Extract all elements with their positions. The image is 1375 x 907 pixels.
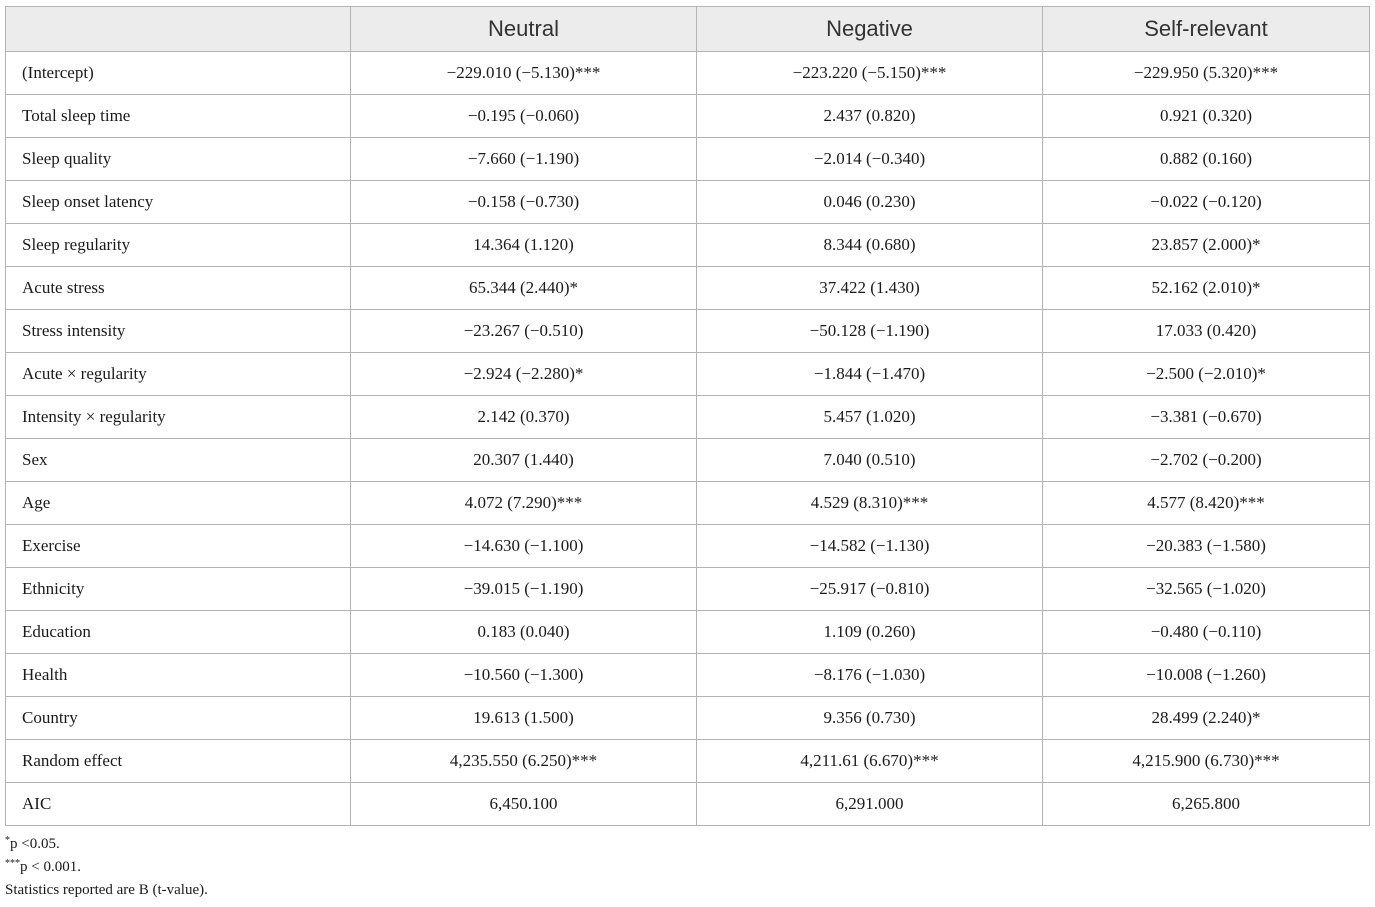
value-cell: 4,211.61 (6.670)*** xyxy=(697,740,1043,783)
value-cell: 52.162 (2.010)* xyxy=(1043,267,1370,310)
table-row xyxy=(6,138,1370,181)
value-cell: −2.702 (−0.200) xyxy=(1043,439,1370,482)
value-cell: 4,215.900 (6.730)*** xyxy=(1043,740,1370,783)
row-label-cell: Acute × regularity xyxy=(6,353,351,396)
footnote-statistics: Statistics reported are B (t-value). xyxy=(5,882,208,898)
value-cell: 6,450.100 xyxy=(351,783,697,826)
value-cell: −2.014 (−0.340) xyxy=(697,138,1043,181)
row-label-cell: Age xyxy=(6,482,351,525)
value-cell: −14.582 (−1.130) xyxy=(697,525,1043,568)
value-cell: 5.457 (1.020) xyxy=(697,396,1043,439)
regression-results-table xyxy=(5,6,1370,826)
value-cell: −10.560 (−1.300) xyxy=(351,654,697,697)
table-row xyxy=(6,181,1370,224)
table-row xyxy=(6,568,1370,611)
value-cell: 4,235.550 (6.250)*** xyxy=(351,740,697,783)
value-cell: 7.040 (0.510) xyxy=(697,439,1043,482)
row-label-cell: Sleep quality xyxy=(6,138,351,181)
value-cell: 6,291.000 xyxy=(697,783,1043,826)
row-label-cell: Health xyxy=(6,654,351,697)
value-cell: 0.921 (0.320) xyxy=(1043,95,1370,138)
header-cell-neutral: Neutral xyxy=(351,7,697,52)
table-footnotes xyxy=(5,833,208,902)
row-label-cell: Stress intensity xyxy=(6,310,351,353)
value-cell: −25.917 (−0.810) xyxy=(697,568,1043,611)
results-table-container xyxy=(5,6,1369,826)
header-cell-negative: Negative xyxy=(697,7,1043,52)
value-cell: −50.128 (−1.190) xyxy=(697,310,1043,353)
value-cell: −3.381 (−0.670) xyxy=(1043,396,1370,439)
row-label-cell: Sex xyxy=(6,439,351,482)
value-cell: 28.499 (2.240)* xyxy=(1043,697,1370,740)
header-row xyxy=(6,7,1370,52)
value-cell: 4.529 (8.310)*** xyxy=(697,482,1043,525)
row-label-cell: Ethnicity xyxy=(6,568,351,611)
value-cell: −229.950 (5.320)*** xyxy=(1043,52,1370,95)
header-cell-self-relevant: Self-relevant xyxy=(1043,7,1370,52)
row-label-cell: Random effect xyxy=(6,740,351,783)
value-cell: −0.158 (−0.730) xyxy=(351,181,697,224)
value-cell: −2.500 (−2.010)* xyxy=(1043,353,1370,396)
row-label-cell: Education xyxy=(6,611,351,654)
value-cell: 8.344 (0.680) xyxy=(697,224,1043,267)
header-cell-label xyxy=(6,7,351,52)
row-label-cell: Country xyxy=(6,697,351,740)
row-label-cell: (Intercept) xyxy=(6,52,351,95)
table-row xyxy=(6,611,1370,654)
value-cell: 1.109 (0.260) xyxy=(697,611,1043,654)
row-label-cell: Total sleep time xyxy=(6,95,351,138)
value-cell: −223.220 (−5.150)*** xyxy=(697,52,1043,95)
table-row xyxy=(6,396,1370,439)
value-cell: 9.356 (0.730) xyxy=(697,697,1043,740)
footnote-significance-05: *p <0.05. xyxy=(5,835,60,852)
value-cell: −39.015 (−1.190) xyxy=(351,568,697,611)
value-cell: −229.010 (−5.130)*** xyxy=(351,52,697,95)
value-cell: −2.924 (−2.280)* xyxy=(351,353,697,396)
value-cell: 65.344 (2.440)* xyxy=(351,267,697,310)
table-row xyxy=(6,52,1370,95)
value-cell: −8.176 (−1.030) xyxy=(697,654,1043,697)
table-row xyxy=(6,783,1370,826)
value-cell: 4.072 (7.290)*** xyxy=(351,482,697,525)
value-cell: 17.033 (0.420) xyxy=(1043,310,1370,353)
table-row xyxy=(6,353,1370,396)
value-cell: 0.046 (0.230) xyxy=(697,181,1043,224)
table-row xyxy=(6,525,1370,568)
table-row xyxy=(6,267,1370,310)
value-cell: 14.364 (1.120) xyxy=(351,224,697,267)
row-label-cell: Sleep onset latency xyxy=(6,181,351,224)
row-label-cell: Acute stress xyxy=(6,267,351,310)
value-cell: −14.630 (−1.100) xyxy=(351,525,697,568)
value-cell: −1.844 (−1.470) xyxy=(697,353,1043,396)
value-cell: −23.267 (−0.510) xyxy=(351,310,697,353)
value-cell: 2.437 (0.820) xyxy=(697,95,1043,138)
value-cell: −7.660 (−1.190) xyxy=(351,138,697,181)
value-cell: 37.422 (1.430) xyxy=(697,267,1043,310)
value-cell: 19.613 (1.500) xyxy=(351,697,697,740)
value-cell: −32.565 (−1.020) xyxy=(1043,568,1370,611)
table-row xyxy=(6,654,1370,697)
row-label-cell: Intensity × regularity xyxy=(6,396,351,439)
value-cell: −0.022 (−0.120) xyxy=(1043,181,1370,224)
row-label-cell: AIC xyxy=(6,783,351,826)
value-cell: −10.008 (−1.260) xyxy=(1043,654,1370,697)
table-body xyxy=(6,52,1370,826)
value-cell: 0.882 (0.160) xyxy=(1043,138,1370,181)
value-cell: −0.480 (−0.110) xyxy=(1043,611,1370,654)
value-cell: 0.183 (0.040) xyxy=(351,611,697,654)
table-row xyxy=(6,95,1370,138)
value-cell: 6,265.800 xyxy=(1043,783,1370,826)
value-cell: −20.383 (−1.580) xyxy=(1043,525,1370,568)
row-label-cell: Exercise xyxy=(6,525,351,568)
table-row xyxy=(6,482,1370,525)
value-cell: 23.857 (2.000)* xyxy=(1043,224,1370,267)
table-row xyxy=(6,697,1370,740)
value-cell: 4.577 (8.420)*** xyxy=(1043,482,1370,525)
table-row xyxy=(6,224,1370,267)
table-row xyxy=(6,310,1370,353)
value-cell: −0.195 (−0.060) xyxy=(351,95,697,138)
footnote-significance-001: ***p < 0.001. xyxy=(5,858,81,875)
table-row xyxy=(6,740,1370,783)
table-row xyxy=(6,439,1370,482)
value-cell: 20.307 (1.440) xyxy=(351,439,697,482)
value-cell: 2.142 (0.370) xyxy=(351,396,697,439)
row-label-cell: Sleep regularity xyxy=(6,224,351,267)
